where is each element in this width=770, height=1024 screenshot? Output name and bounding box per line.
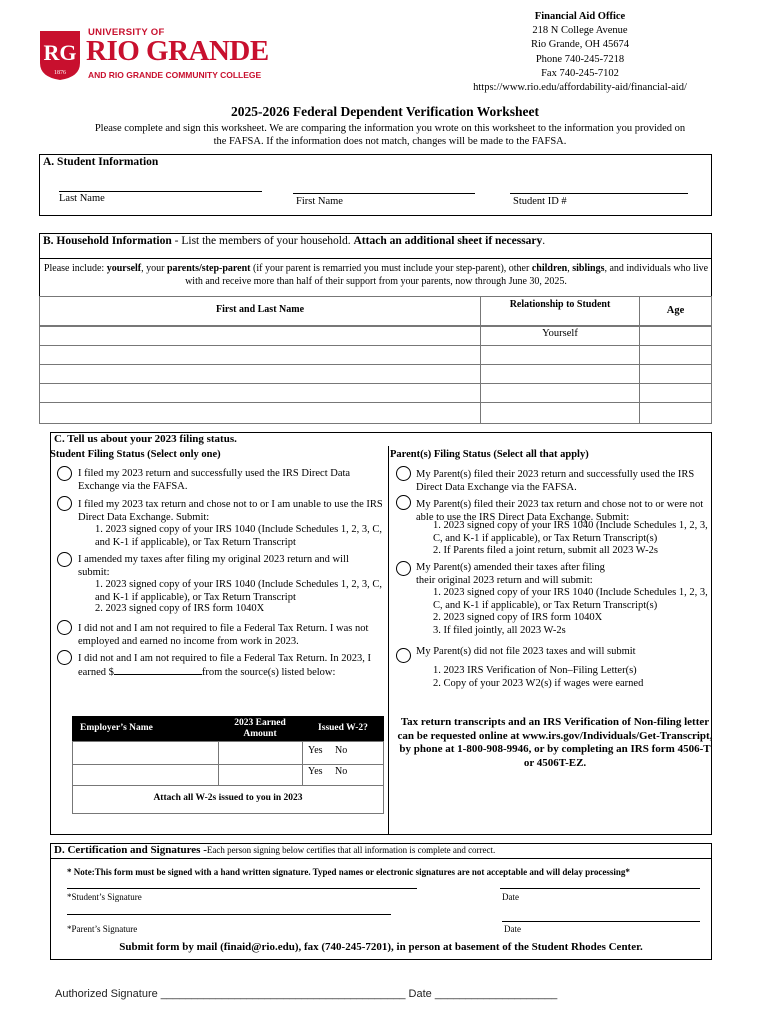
- student-filing-heading: Student Filing Status (Select only one): [50, 449, 221, 460]
- employer-row-2-no[interactable]: No: [335, 766, 348, 777]
- parent-signature-label: *Parent’s Signature: [67, 924, 138, 934]
- household-table: [39, 296, 712, 424]
- office-fax: Fax 740-245-7102: [541, 67, 619, 79]
- employer-col-amount: 2023 Earned Amount: [234, 718, 286, 739]
- student-option-5-radio[interactable]: [57, 650, 72, 665]
- parent-option-1-text: My Parent(s) filed their 2023 return and successfully used the IRS Direct Data Exchange via the FAFSA.: [416, 469, 695, 493]
- household-col-name: First and Last Name: [215, 304, 305, 315]
- svg-text:1876: 1876: [54, 70, 66, 76]
- parent-date-line[interactable]: [502, 921, 700, 922]
- last-name-line[interactable]: [59, 191, 262, 192]
- parent-option-2-item-1: 1. 2023 signed copy of your IRS 1040 (Include Schedules 1, 2, 3, C, and K-1 if applicable), or Tax Return Transcript(s): [433, 520, 708, 544]
- household-row-5-cell-2[interactable]: [480, 402, 640, 424]
- household-col-relationship: Relationship to Student: [509, 299, 611, 310]
- section-d-title: D. Certification and Signatures -: [54, 844, 207, 856]
- section-b-end: .: [542, 235, 546, 247]
- first-name-label: First Name: [296, 196, 343, 207]
- student-option-2-radio[interactable]: [57, 496, 72, 511]
- parent-option-4-radio[interactable]: [396, 648, 411, 663]
- student-option-3-radio[interactable]: [57, 552, 72, 567]
- employer-row-1-no[interactable]: No: [335, 745, 348, 756]
- household-row-4-cell-2[interactable]: [480, 383, 640, 403]
- employer-col-w2: Issued W-2?: [318, 723, 368, 733]
- parent-option-3-item-3: 3. If filed jointly, all 2023 W-2s: [433, 625, 566, 636]
- student-option-3-item-2: 2. 2023 signed copy of IRS form 1040X: [95, 603, 265, 614]
- household-row-5-cell-1[interactable]: [39, 402, 481, 424]
- office-phone: Phone 740-245-7218: [535, 53, 625, 65]
- student-signature-label: *Student’s Signature: [67, 892, 142, 902]
- household-row-1-relationship: Yourself: [542, 328, 578, 339]
- parent-signature-line[interactable]: [67, 914, 391, 915]
- parent-filing-heading: Parent(s) Filing Status (Select all that apply): [390, 449, 589, 460]
- household-row-3-cell-3[interactable]: [639, 364, 712, 384]
- office-url[interactable]: https://www.rio.edu/affordability-aid/financial-aid/: [473, 82, 687, 94]
- office-address: 218 N College Avenue: [532, 25, 628, 37]
- earned-amount-blank[interactable]: [114, 665, 202, 675]
- employer-row-1-amount[interactable]: [218, 741, 303, 765]
- employer-row-1-yes[interactable]: Yes: [308, 745, 323, 756]
- logo-line3: AND RIO GRANDE COMMUNITY COLLEGE: [88, 70, 262, 80]
- student-signature-line[interactable]: [67, 888, 417, 889]
- parent-option-3-item-2: 2. 2023 signed copy of IRS form 1040X: [433, 612, 603, 623]
- parent-option-4-text: My Parent(s) did not file 2023 taxes and will submit: [416, 646, 636, 657]
- logo-line2: RIO GRANDE: [86, 35, 269, 67]
- parent-option-4-item-1: 1. 2023 IRS Verification of Non–Filing Letter(s): [433, 665, 637, 676]
- page-title: 2025-2026 Federal Dependent Verification Worksheet: [231, 104, 539, 119]
- section-b-divider: [39, 258, 712, 259]
- student-date-line[interactable]: [500, 888, 700, 889]
- office-city: Rio Grande, OH 45674: [531, 39, 629, 51]
- section-b-attach-note: Attach an additional sheet if necessary: [353, 235, 543, 247]
- submit-instructions: Submit form by mail (finaid@rio.edu), fax (740-245-7201), in person at basement of the Student Rhodes Center.: [119, 941, 643, 953]
- office-block: [450, 10, 710, 95]
- household-include-text: Please include: yourself, your parents/step-parent (if your parent is remarried you must include your step-parent), other children, siblings, and individuals who live with and receive more than half of their support from your parents, now through June 30, 2025.: [43, 263, 709, 287]
- employer-row-2-yes[interactable]: Yes: [308, 766, 323, 777]
- household-row-4-cell-3[interactable]: [639, 383, 712, 403]
- section-d-subtitle: Each person signing below certifies that all information is complete and correct.: [206, 845, 496, 855]
- student-option-5-text: I did not and I am not required to file a Federal Tax Return. In 2023, I earned $ from the source(s) listed below:: [78, 653, 371, 678]
- parent-option-4-item-2: 2. Copy of your 2023 W2(s) if wages were earned: [433, 678, 644, 689]
- section-c-heading: C. Tell us about your 2023 filing status.: [54, 433, 237, 445]
- student-option-2-item-1: 1. 2023 signed copy of your IRS 1040 (Include Schedules 1, 2, 3, C, and K-1 if applicable), or Tax Return Transcript: [95, 524, 382, 548]
- household-row-2-cell-1[interactable]: [39, 345, 481, 365]
- student-option-1-radio[interactable]: [57, 466, 72, 481]
- student-option-3-text: I amended my taxes after filing my original 2023 return and will submit:: [78, 554, 349, 578]
- student-id-label: Student ID #: [513, 196, 567, 207]
- handwritten-note: * Note:This form must be signed with a hand written signature. Typed names or electronic signatures are not acceptable and will delay processing*: [67, 867, 630, 877]
- svg-text:RG: RG: [43, 40, 77, 65]
- office-name: Financial Aid Office: [534, 11, 626, 22]
- student-date-label: Date: [502, 892, 519, 902]
- parent-option-2-radio[interactable]: [396, 495, 411, 510]
- student-option-4-text: I did not and I am not required to file a Federal Tax Return. I was not employed and earned no income from work in 2023.: [78, 623, 369, 647]
- parent-date-label: Date: [504, 924, 521, 934]
- section-d-divider: [50, 858, 712, 859]
- section-d-heading: [54, 844, 495, 856]
- student-option-1-text: I filed my 2023 return and successfully used the IRS Direct Data Exchange via the FAFSA.: [78, 468, 351, 492]
- section-b-heading: [43, 235, 545, 247]
- university-logo: [38, 27, 288, 83]
- employer-table: [72, 716, 384, 814]
- last-name-label: Last Name: [59, 193, 105, 204]
- section-b-title: B. Household Information: [43, 235, 172, 247]
- parent-option-3-text: My Parent(s) amended their taxes after filing their original 2023 return and will submit:: [416, 562, 605, 586]
- employer-row-2-name[interactable]: [72, 764, 219, 786]
- rg-seal-icon: [38, 29, 82, 81]
- employer-row-1-name[interactable]: [72, 741, 219, 765]
- section-a-heading: A. Student Information: [43, 156, 159, 168]
- section-c-divider: [388, 446, 389, 835]
- household-row-2-cell-2[interactable]: [480, 345, 640, 365]
- section-b-subtitle: - List the members of your household.: [171, 235, 354, 247]
- student-option-2-text: I filed my 2023 tax return and chose not to or I am unable to use the IRS Direct Data Exchange. Submit:: [78, 499, 383, 523]
- parent-option-2-text: My Parent(s) filed their 2023 tax return and chose not to or were not able to use the IRS Direct Data Exchange. Submit:: [416, 499, 704, 523]
- household-row-5-cell-3[interactable]: [639, 402, 712, 424]
- student-option-3-item-1: 1. 2023 signed copy of your IRS 1040 (Include Schedules 1, 2, 3, C, and K-1 if applicable), or Tax Return Transcript: [95, 579, 382, 603]
- parent-option-2-item-2: 2. If Parents filed a joint return, submit all 2023 W-2s: [433, 545, 658, 556]
- employer-row-2-amount[interactable]: [218, 764, 303, 786]
- student-id-line[interactable]: [510, 193, 688, 194]
- household-row-3-cell-2[interactable]: [480, 364, 640, 384]
- household-row-1-cell-1[interactable]: [39, 326, 481, 346]
- authorized-signature[interactable]: Authorized Signature ________________________________________ Date ____________________: [55, 988, 558, 1000]
- parent-option-3-item-1: 1. 2023 signed copy of your IRS 1040 (Include Schedules 1, 2, 3, C, and K-1 if applicable), or Tax Return Transcript(s): [433, 587, 708, 611]
- transcript-note: Tax return transcripts and an IRS Verification of Non-filing letter can be requested online at www.irs.gov/Individuals/Get-Transcript, by phone at 1-800-908-9946, or by completing an IRS form 4506-T or 4506T-EZ.: [397, 716, 713, 769]
- student-option-4-radio[interactable]: [57, 620, 72, 635]
- section-b-top-border: [39, 233, 712, 234]
- household-row-1-cell-3[interactable]: [639, 326, 712, 346]
- household-row-3-cell-1[interactable]: [39, 364, 481, 384]
- parent-option-3-radio[interactable]: [396, 561, 411, 576]
- attach-w2-text: Attach all W-2s issued to you in 2023: [153, 793, 303, 803]
- household-col-age: Age: [666, 305, 685, 316]
- household-row-4-cell-1[interactable]: [39, 383, 481, 403]
- logo-line1: UNIVERSITY OF: [88, 27, 165, 38]
- first-name-line[interactable]: [293, 193, 475, 194]
- intro-text: Please complete and sign this worksheet. We are comparing the information you wrote on this worksheet to the information you provided on the FAFSA. If the information does not match, changes will be made to the FAFSA.: [94, 123, 686, 147]
- household-row-2-cell-3[interactable]: [639, 345, 712, 365]
- parent-option-1-radio[interactable]: [396, 466, 411, 481]
- employer-col-name: Employer’s Name: [80, 723, 153, 733]
